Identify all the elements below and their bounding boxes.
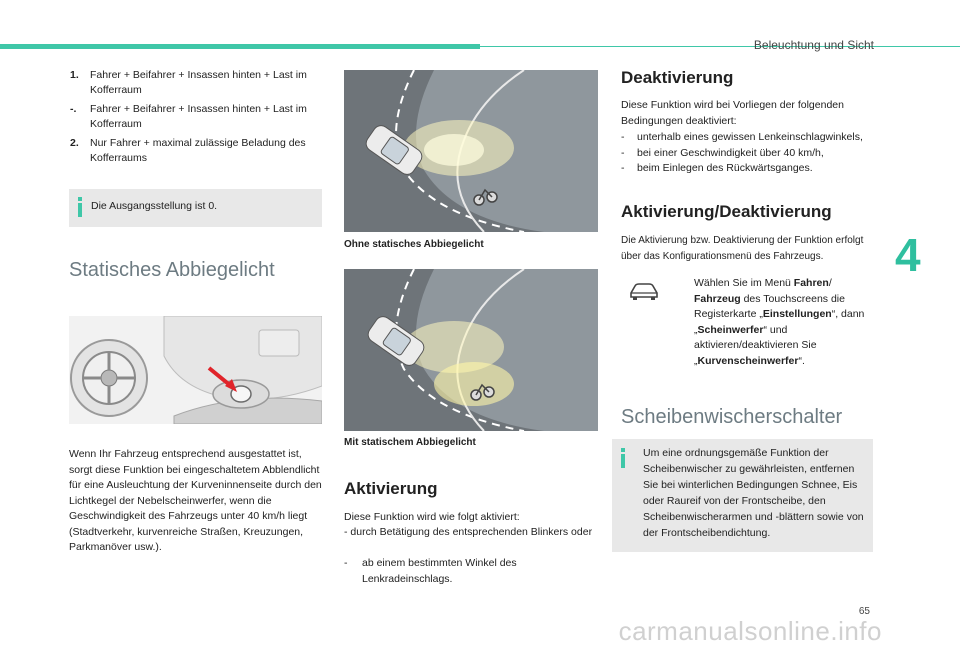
scene-without-cornering-light — [344, 70, 598, 232]
caption-with-cornering-light: Mit statischem Abbiegelicht — [344, 437, 476, 448]
list-text: ab einem bestimmten Winkel des Lenkradeinschlags. — [362, 557, 517, 585]
watermark: carmanualsonline.info — [618, 616, 882, 646]
list-text: Nur Fahrer + maximal zulässige Beladung des Kofferraums — [90, 137, 306, 164]
list-item — [621, 146, 881, 162]
heading-deactivation: Deaktivierung — [621, 68, 734, 87]
heading-activation-deactivation: Aktivierung/Deaktivierung — [621, 202, 832, 221]
info-box-start-position — [69, 189, 322, 227]
road-scene-illustration — [344, 70, 598, 232]
info-box-wipers — [612, 439, 873, 552]
list-item — [621, 130, 881, 146]
list-text: bei einer Geschwindigkeit über 40 km/h, — [637, 146, 824, 159]
activation-item-2 — [344, 556, 598, 587]
deactivation-list — [621, 130, 881, 177]
heading-static-cornering-light: Statisches Abbiegelicht — [69, 259, 275, 281]
car-icon — [628, 281, 660, 306]
item-name-headlamps: Scheinwerfer — [697, 323, 764, 336]
header-rule — [480, 46, 960, 47]
list-marker: 2. — [70, 137, 79, 149]
list-text: unterhalb eines gewissen Lenkeinschlagwinkels, — [637, 131, 863, 143]
caption-without-cornering-light: Ohne statisches Abbiegelicht — [344, 239, 484, 250]
fog-lamp-illustration — [69, 316, 322, 424]
info-text: Die Ausgangsstellung ist 0. — [91, 200, 218, 212]
list-item — [621, 161, 881, 177]
chapter-number: 4 — [895, 229, 921, 281]
list-text: Fahrer + Beifahrer + Insassen hinten + Last im Kofferraum — [90, 69, 307, 96]
activation-item-1: - durch Betätigung des entsprechenden Blinkers oder — [344, 526, 593, 538]
list-marker: - — [621, 131, 625, 143]
step-text: Wählen Sie im Menü Fahren/ Fahrzeug des Touchscreens die Registerkarte „Einstellungen“, dann „Scheinwerfer“ und aktivieren/deaktivieren Sie „Kurvenscheinwerfer“. — [694, 277, 865, 367]
list-item — [70, 68, 320, 98]
list-marker: 1. — [70, 69, 79, 81]
page-number: 65 — [858, 606, 870, 617]
fog-lamp-photo — [69, 316, 322, 424]
info-text: Um eine ordnungsgemäße Funktion der Scheibenwischer zu gewährleisten, entfernen Sie bei winterlichen Bedingungen Schnee, Eis oder Raureif von der Frontscheibe, den Scheibenwischerarmen und -blättern sowie von der Frontscheibendichtung. — [643, 447, 864, 539]
static-cornering-description: Wenn Ihr Fahrzeug entsprechend ausgestattet ist, sorgt diese Funktion bei eingeschaltetem Abblendlicht für eine Ausleuchtung der Kurveninnenseite durch den Lichtkegel der Nebelscheinwerfer, wenn die Geschwindigkeit des Fahrzeugs unter 40 km/h liegt (Stadtverkehr, kurvenreiche Straßen, Kreuzungen, Parkmanöver usw.). — [69, 448, 322, 553]
tab-name-settings: Einstellungen — [762, 308, 832, 320]
scene-with-cornering-light — [344, 269, 598, 431]
menu-name-vehicle: Fahrzeug — [694, 292, 741, 305]
info-icon — [621, 454, 625, 468]
step-instruction — [680, 276, 870, 369]
list-text: Fahrer + Beifahrer + Insassen hinten + Last im Kofferraum — [90, 103, 307, 130]
menu-name-driving: Fahren — [793, 277, 829, 289]
section-title: Beleuchtung und Sicht — [753, 38, 874, 52]
list-item — [70, 136, 320, 166]
list-marker: - — [621, 146, 625, 159]
load-list — [70, 68, 320, 170]
list-marker: - — [344, 557, 348, 569]
info-icon — [78, 203, 82, 217]
list-text: beim Einlegen des Rückwärtsganges. — [637, 162, 813, 174]
activation-intro: Diese Funktion wird wie folgt aktiviert: — [344, 511, 520, 523]
toggle-intro: Die Aktivierung bzw. Deaktivierung der Funktion erfolgt über das Konfigurationsmenü des Fahrzeugs. — [621, 235, 864, 262]
heading-activation: Aktivierung — [344, 479, 438, 498]
step-bullet — [680, 276, 694, 369]
deactivation-intro: Diese Funktion wird bei Vorliegen der folgenden Bedingungen deaktiviert: — [621, 99, 844, 127]
header-accent-bar — [0, 44, 480, 49]
list-marker: - — [621, 162, 625, 174]
list-marker: -. — [70, 103, 77, 115]
item-name-cornering-lamps: Kurvenscheinwerfer — [697, 354, 799, 367]
road-scene-lit-illustration — [344, 269, 598, 431]
list-item — [70, 102, 320, 132]
heading-wiper-switch: Scheibenwischerschalter — [621, 406, 843, 428]
